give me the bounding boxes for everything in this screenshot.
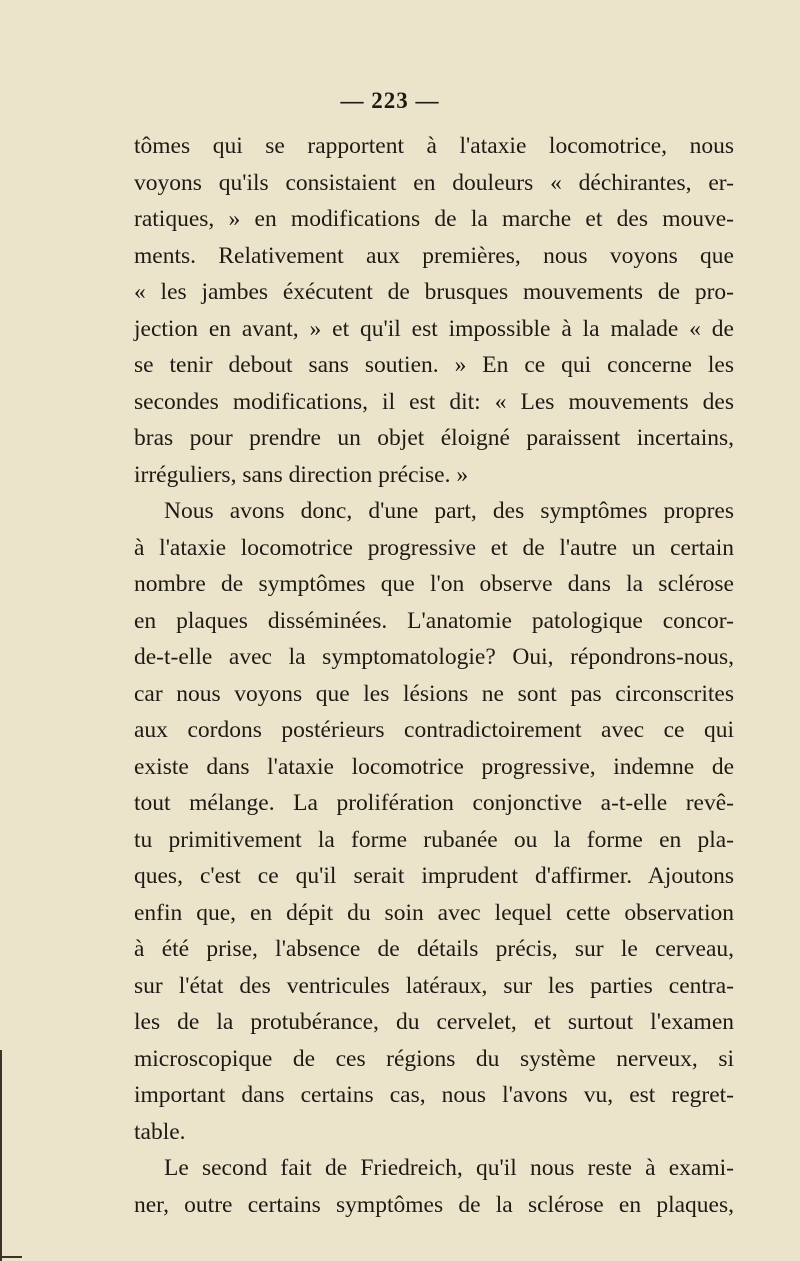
text-line: aux cordons postérieurs contradictoirement avec ce qui [134,717,734,743]
text-line: sur l'état des ventricules latéraux, sur les parties centra- [134,972,734,999]
text-line: voyons qu'ils consistaient en douleurs « déchirantes, er- [134,169,734,196]
text-line: tômes qui se rapportent à l'ataxie locomotrice, nous [134,133,734,159]
text-line: ratiques, » en modifications de la marche et des mouve- [134,206,734,232]
text-line: Nous avons donc, d'une part, des symptômes propres [164,498,734,524]
text-line: ments. Relativement aux premières, nous voyons que [134,242,734,269]
text-line: existe dans l'ataxie locomotrice progressive, indemne de [134,753,734,780]
page-number: — 223 — [340,88,440,113]
body-text [134,128,734,1223]
text-line: bras pour prendre un objet éloigné paraissent incertains, [134,425,734,451]
text-line: tu primitivement la forme rubanée ou la forme en pla- [134,826,734,853]
text-line: enfin que, en dépit du soin avec lequel cette observation [134,899,734,926]
text-line: « les jambes éxécutent de brusques mouvements de pro- [134,279,734,305]
text-line: les de la protubérance, du cervelet, et surtout l'examen [134,1009,734,1035]
text-line: secondes modifications, il est dit: « Les mouvements des [134,388,734,415]
text-line: ner, outre certains symptômes de la sclérose en plaques, [134,1191,734,1218]
text-line: ques, c'est ce qu'il serait imprudent d'affirmer. Ajoutons [134,863,734,889]
text-line: de-t-elle avec la symptomatologie? Oui, répondrons-nous, [134,644,734,670]
text-line: en plaques disséminées. L'anatomie patologique concor- [134,607,734,634]
text-line: à l'ataxie locomotrice progressive et de l'autre un certain [134,534,734,561]
text-line: Le second fait de Friedreich, qu'il nous reste à exami- [164,1155,734,1181]
text-line: microscopique de ces régions du système nerveux, si [134,1045,734,1072]
text-line: jection en avant, » et qu'il est impossible à la malade « de [134,315,734,342]
text-line: à été prise, l'absence de détails précis, sur le cerveau, [134,936,734,962]
text-line: table. [134,1118,186,1145]
text-line: nombre de symptômes que l'on observe dans la sclérose [134,571,734,597]
text-line: important dans certains cas, nous l'avons vu, est regret- [134,1082,734,1108]
text-line: irréguliers, sans direction précise. » [134,461,469,488]
text-line: car nous voyons que les lésions ne sont pas circonscrites [134,680,734,707]
page-edge-vertical [0,1050,2,1261]
text-line: tout mélange. La prolifération conjonctive a-t-elle revê- [134,790,734,816]
page-edge-horizontal [0,1256,22,1258]
text-line: se tenir debout sans soutien. » En ce qui concerne les [134,352,734,378]
